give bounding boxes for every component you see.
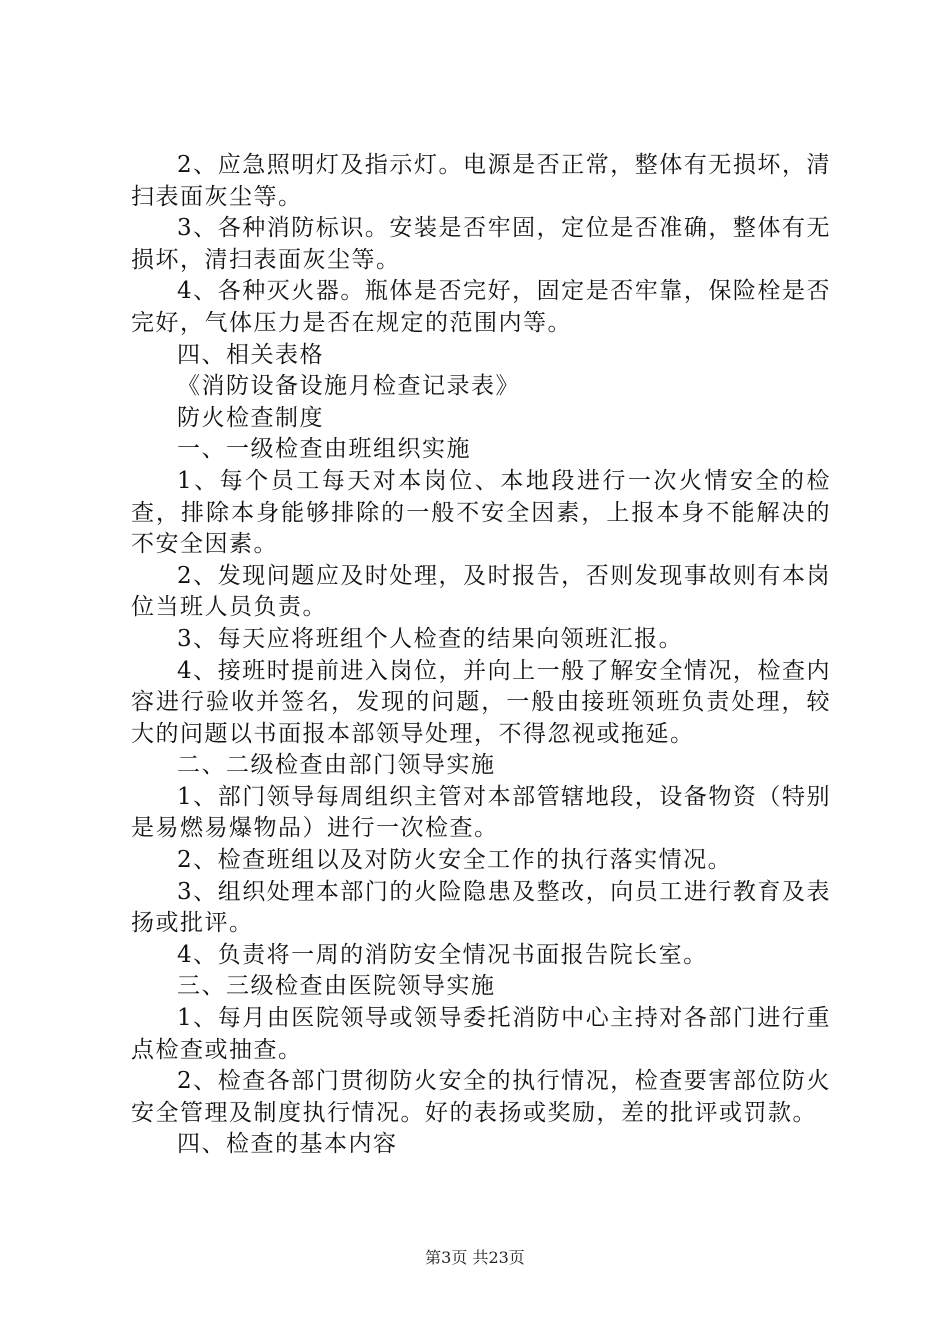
- paragraph: 4、接班时提前进入岗位，并向上一般了解安全情况，检查内容进行验收并签名，发现的问题，一般由接班领班负责处理，较大的问题以书面报本部领导处理，不得忽视或拖延。: [131, 657, 831, 747]
- document-body: [131, 150, 831, 1161]
- paragraph: 3、组织处理本部门的火险隐患及整改，向员工进行教育及表扬或批评。: [131, 878, 831, 937]
- paragraph: 1、每个员工每天对本岗位、本地段进行一次火情安全的检查，排除本身能够排除的一般不安全因素，上报本身不能解决的不安全因素。: [131, 467, 831, 558]
- paragraph: 2、发现问题应及时处理，及时报告，否则发现事故则有本岗位当班人员负责。: [131, 562, 831, 621]
- paragraph: 1、部门领导每周组织主管对本部管辖地段，设备物资（特别是易燃易爆物品）进行一次检查。: [131, 783, 831, 842]
- paragraph: 4、负责将一周的消防安全情况书面报告院长室。: [177, 941, 708, 968]
- paragraph: 《消防设备设施月检查记录表》: [177, 373, 520, 400]
- paragraph: 1、每月由医院领导或领导委托消防中心主持对各部门进行重点检查或抽查。: [131, 1005, 831, 1063]
- paragraph: 2、应急照明灯及指示灯。电源是否正常，整体有无损坏，清扫表面灰尘等。: [131, 152, 831, 210]
- section-heading: 四、检查的基本内容: [177, 1131, 398, 1158]
- section-heading: 一、一级检查由班组织实施: [177, 436, 471, 463]
- section-heading: 二、二级检查由部门领导实施: [177, 752, 496, 779]
- section-heading: 防火检查制度: [177, 404, 324, 431]
- page-number: 第3页 共23页: [425, 1248, 525, 1267]
- paragraph: 3、各种消防标识。安装是否牢固，定位是否准确，整体有无损坏，清扫表面灰尘等。: [131, 215, 831, 273]
- paragraph: 4、各种灭火器。瓶体是否完好，固定是否牢靠，保险栓是否完好，气体压力是否在规定的范围内等。: [131, 278, 831, 336]
- section-heading: 三、三级检查由医院领导实施: [177, 973, 496, 1000]
- paragraph: 2、检查各部门贯彻防火安全的执行情况，检查要害部位防火安全管理及制度执行情况。好的表扬或奖励，差的批评或罚款。: [131, 1068, 831, 1126]
- paragraph: 2、检查班组以及对防火安全工作的执行落实情况。: [177, 847, 733, 874]
- paragraph: 3、每天应将班组个人检查的结果向领班汇报。: [177, 625, 684, 652]
- section-heading: 四、相关表格: [177, 341, 324, 368]
